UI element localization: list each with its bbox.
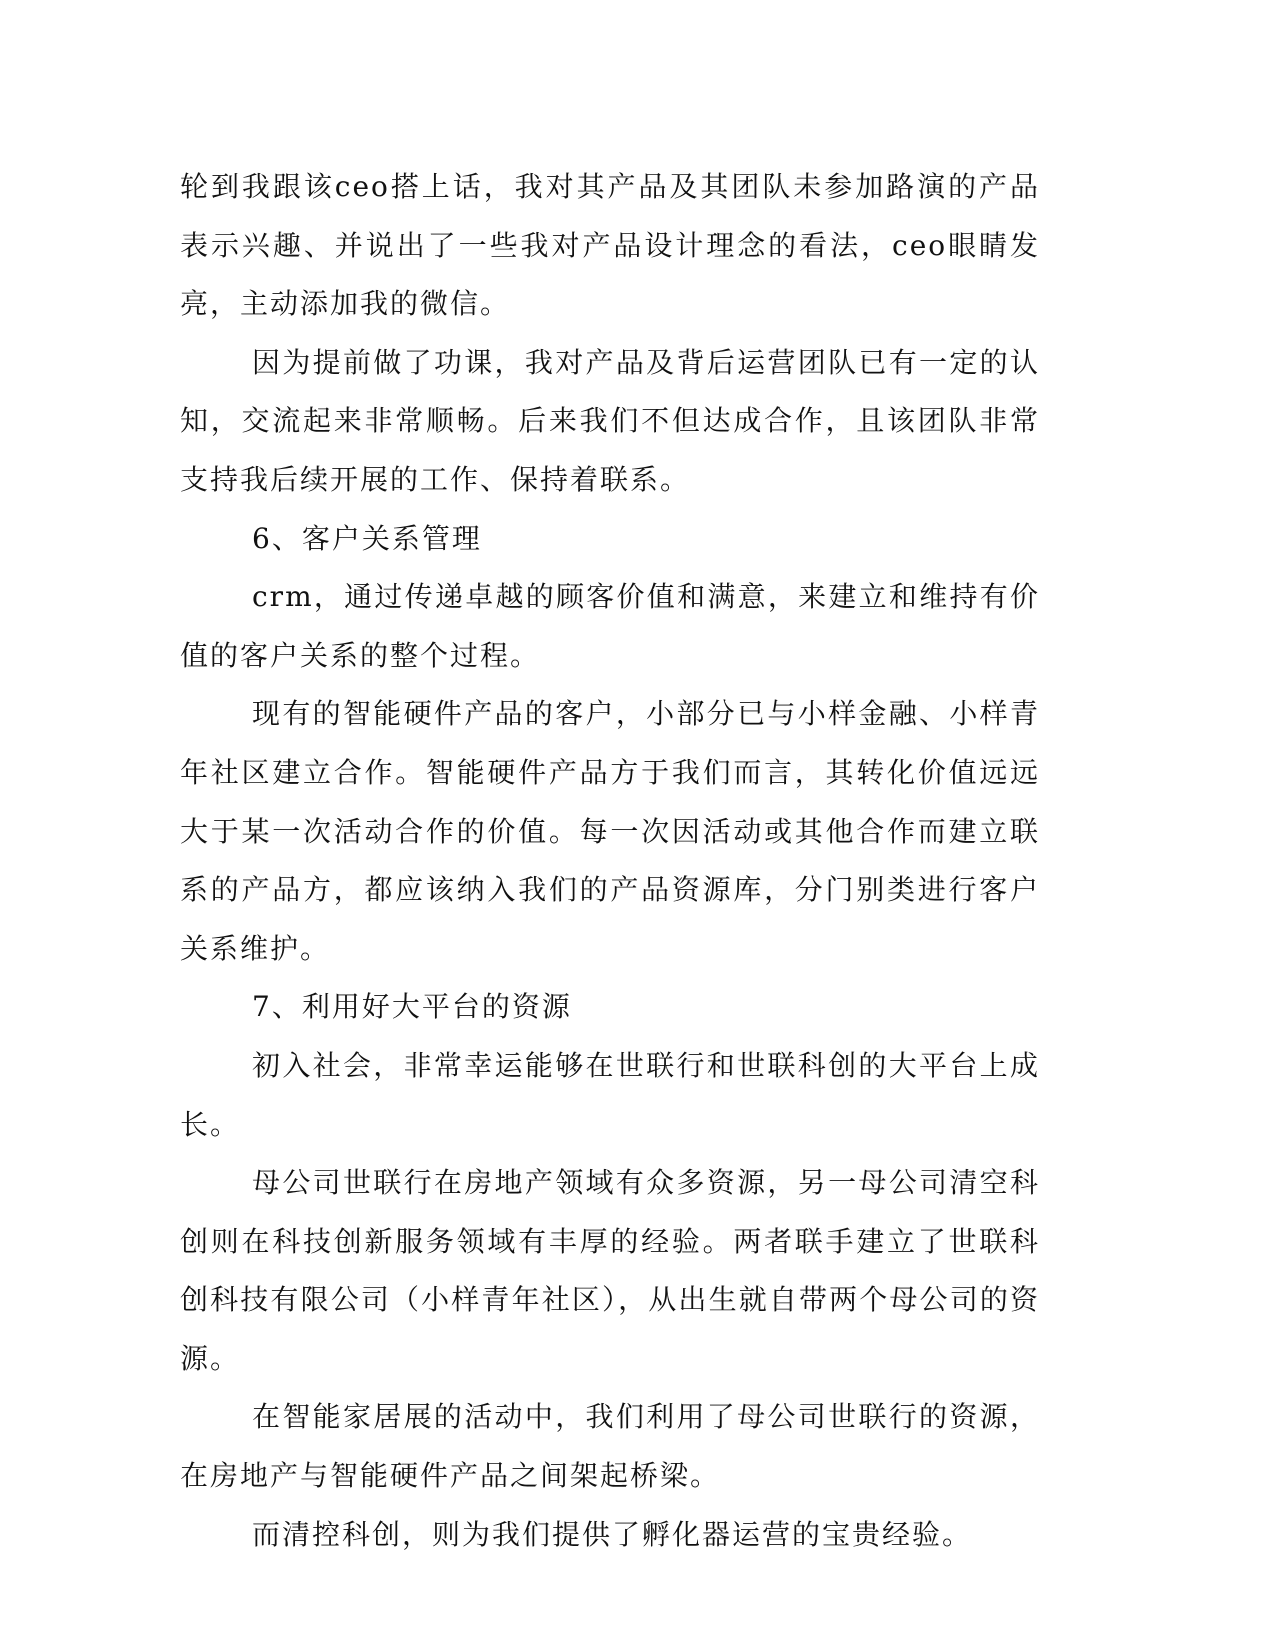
paragraph-entering-society: 初入社会，非常幸运能够在世联行和世联科创的大平台上成长。: [180, 1048, 1040, 1141]
paragraph-incubator-experience: 而清控科创，则为我们提供了孵化器运营的宝贵经验。: [252, 1517, 973, 1551]
paragraph-existing-customers: 现有的智能硬件产品的客户，小部分已与小样金融、小样青年社区建立合作。智能硬件产品方于我们而言，其转化价值远远大于某一次活动合作的价值。每一次因活动或其他合作而建立联系的产品方，都应该纳入我们的产品资源库，分门别类进行客户关系维护。: [180, 697, 1040, 965]
paragraph-parent-companies: 母公司世联行在房地产领域有众多资源，另一母公司清空科创则在科技创新服务领域有丰厚的经验。两者联手建立了世联科创科技有限公司（小样青年社区），从出生就自带两个母公司的资源。: [180, 1166, 1040, 1375]
paragraph-smart-home-expo: 在智能家居展的活动中，我们利用了母公司世联行的资源，在房地产与智能硬件产品之间架起桥梁。: [180, 1400, 1040, 1493]
document-body: [180, 158, 1040, 1564]
paragraph-crm-definition: crm，通过传递卓越的顾客价值和满意，来建立和维持有价值的客户关系的整个过程。: [180, 580, 1040, 672]
paragraph-ceo-contact: 轮到我跟该ceo搭上话，我对其产品及其团队未参加路演的产品表示兴趣、并说出了一些我对产品设计理念的看法，ceo眼睛发亮，主动添加我的微信。: [180, 170, 1040, 321]
heading-platform-resources: 7、利用好大平台的资源: [252, 990, 572, 1024]
heading-customer-relationship: 6、客户关系管理: [252, 521, 482, 555]
paragraph-preparation: 因为提前做了功课，我对产品及背后运营团队已有一定的认知，交流起来非常顺畅。后来我们不但达成合作，且该团队非常支持我后续开展的工作、保持着联系。: [180, 345, 1040, 496]
